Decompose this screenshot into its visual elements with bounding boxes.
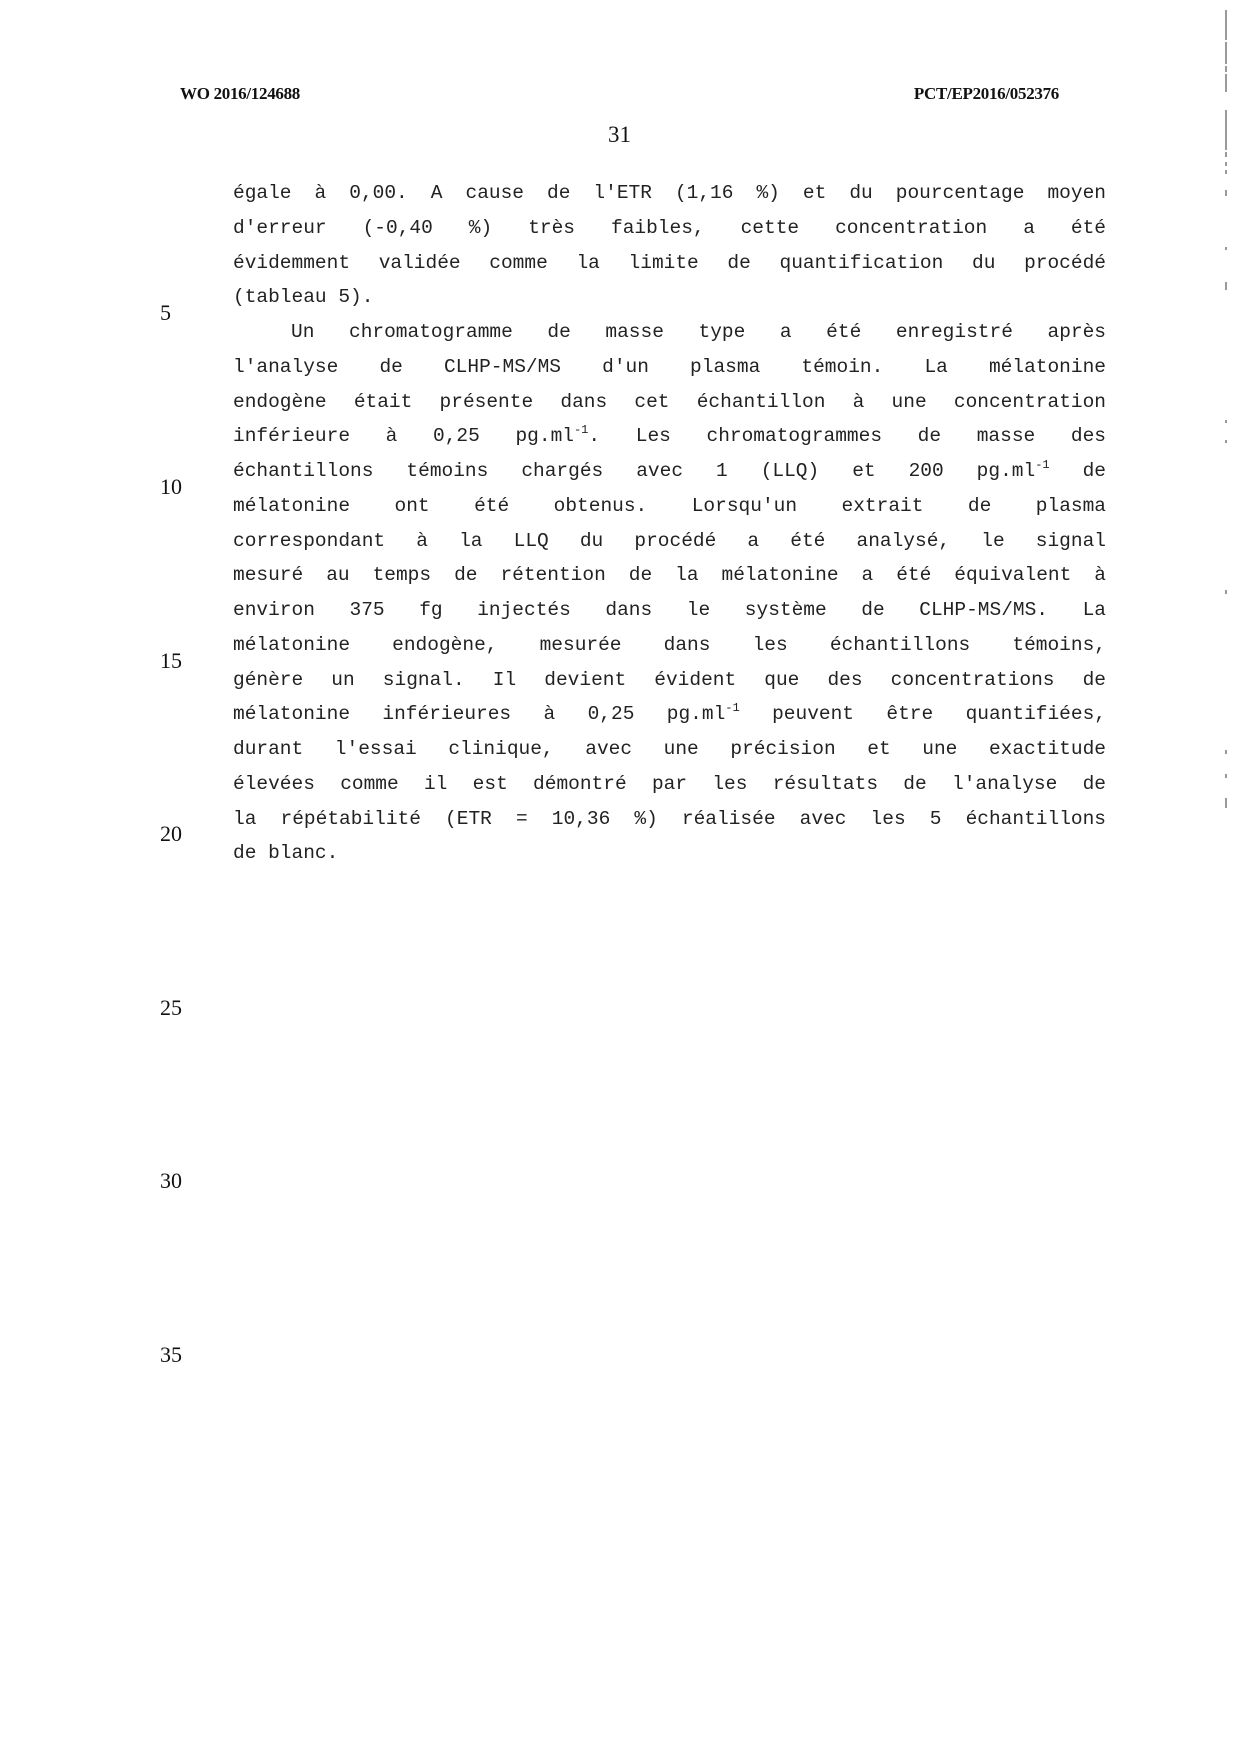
text-line: durant l'essai clinique, avec une précision et une exactitude <box>233 738 1106 760</box>
line-number: 35 <box>160 1342 182 1367</box>
text-line: la répétabilité (ETR = 10,36 %) réalisée avec les 5 échantillons <box>233 807 1106 830</box>
page-number: 31 <box>608 122 631 147</box>
line-number: 20 <box>160 821 182 846</box>
scan-mark <box>1225 42 1227 64</box>
scan-mark <box>1225 798 1227 808</box>
superscript: -1 <box>725 700 740 715</box>
scan-mark <box>1225 66 1227 72</box>
scan-mark <box>1225 162 1227 166</box>
scan-mark <box>1225 282 1227 290</box>
scan-mark <box>1225 74 1227 92</box>
scan-margin-artifacts <box>1225 0 1229 900</box>
text-line: mélatonine inférieures à 0,25 $pg.ml^{-1}$ peuvent être quantifiées, <box>233 700 1106 726</box>
superscript: -1 <box>1035 457 1050 472</box>
scan-mark <box>1225 774 1227 778</box>
text-line: mélatonine ont été obtenus. Lorsqu'un extrait de plasma <box>233 494 1106 517</box>
text-line: endogène était présente dans cet échantillon à une concentration <box>233 390 1106 413</box>
scan-mark <box>1225 170 1227 174</box>
paragraph-start-line: Un chromatogramme de masse type a été enregistré après <box>291 321 1106 343</box>
scan-mark <box>1225 590 1227 594</box>
text-line: l'analyse de CLHP-MS/MS d'un plasma témoin. La mélatonine <box>233 355 1106 378</box>
line-number: 25 <box>160 995 182 1020</box>
text-line: évidemment validée comme la limite de quantification du procédé <box>233 251 1106 274</box>
text-line: environ 375 fg injectés dans le système de CLHP-MS/MS. La <box>233 599 1106 621</box>
scan-mark <box>1225 152 1227 157</box>
line-number: 5 <box>160 300 171 325</box>
margin-line-numbers <box>0 0 210 1753</box>
text-line: mesuré au temps de rétention de la mélatonine a été équivalent à <box>233 564 1106 587</box>
text-line: d'erreur (-0,40 %) très faibles, cette concentration a été <box>233 216 1106 239</box>
text-line: de blanc. <box>233 842 339 865</box>
scan-mark <box>1225 440 1227 443</box>
line-number: 15 <box>160 648 182 673</box>
scan-mark <box>1225 10 1227 40</box>
text-line: mélatonine endogène, mesurée dans les échantillons témoins, <box>233 633 1106 656</box>
text-line: génère un signal. Il devient évident que des concentrations de <box>233 668 1106 691</box>
scan-mark <box>1225 110 1227 150</box>
body-text <box>233 176 1106 871</box>
publication-number: WO 2016/124688 <box>180 84 300 103</box>
text-line: (tableau 5). <box>233 286 374 309</box>
scan-mark <box>1225 420 1227 423</box>
application-number: PCT/EP2016/052376 <box>913 84 1059 103</box>
text-line: correspondant à la LLQ du procédé a été analysé, le signal <box>233 529 1106 552</box>
scan-mark <box>1225 190 1227 196</box>
scan-mark <box>1225 247 1227 250</box>
text-line: élevées comme il est démontré par les résultats de l'analyse de <box>233 772 1106 795</box>
superscript: -1 <box>573 422 589 437</box>
line-number: 10 <box>160 474 182 499</box>
text-line: inférieure à 0,25 $pg.ml^{-1}$. Les chromatogrammes de masse des <box>233 422 1106 448</box>
text-line: échantillons témoins chargés avec 1 (LLQ) et 200 $pg.ml^{-1}$ de <box>233 457 1107 482</box>
text-line: égale à 0,00. A cause de l'ETR (1,16 %) et du pourcentage moyen <box>233 182 1106 204</box>
line-number: 30 <box>160 1168 182 1193</box>
scan-mark <box>1225 750 1227 754</box>
